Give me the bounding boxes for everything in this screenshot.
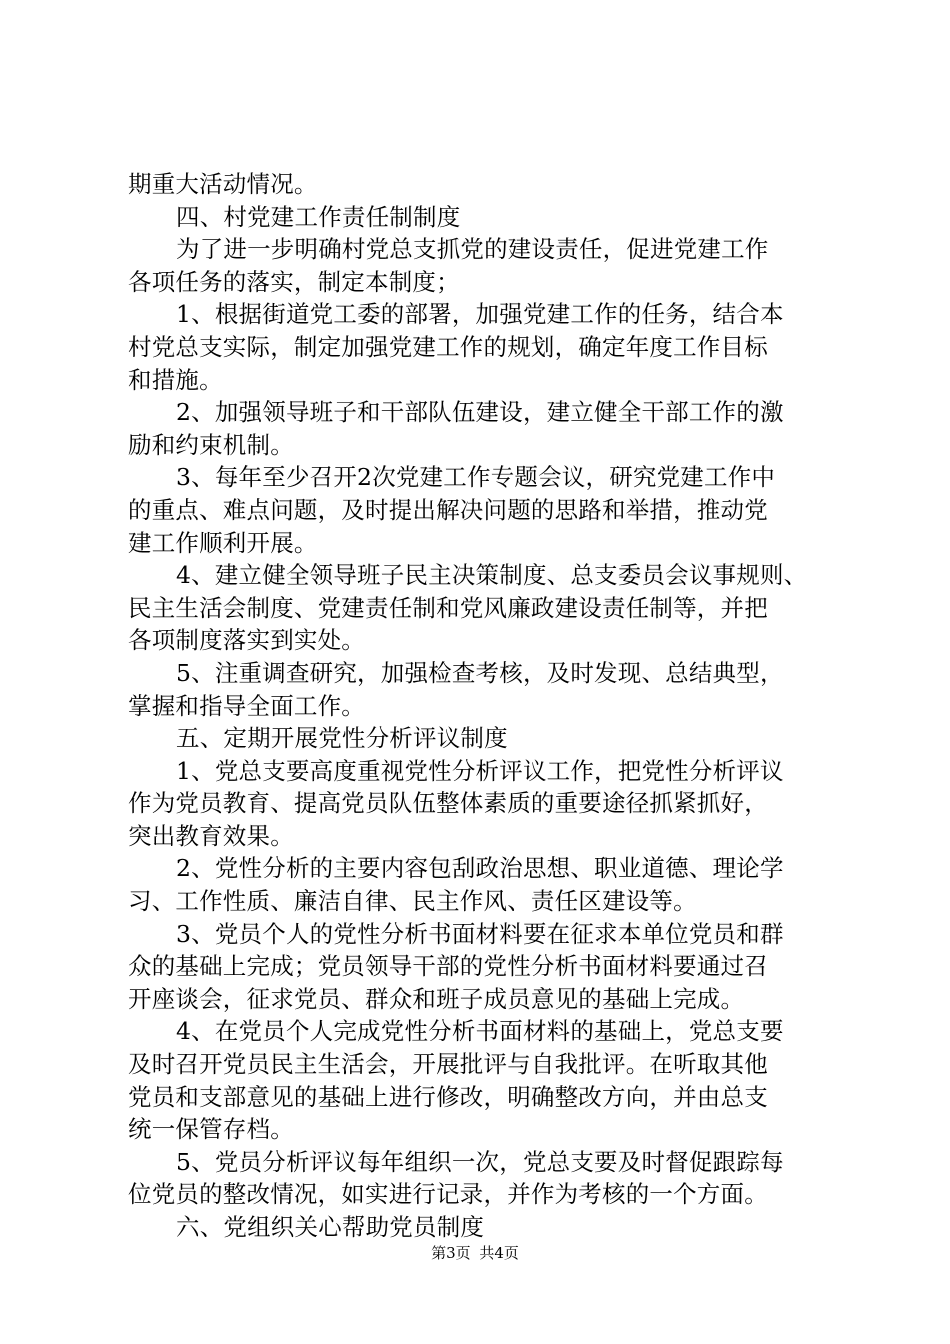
text-line: 作为党员教育、提高党员队伍整体素质的重要途径抓紧抓好， (128, 789, 768, 818)
text-line: 五、定期开展党性分析评议制度 (176, 724, 508, 753)
page-total: 共4页 (479, 1244, 519, 1262)
text-line: 开座谈会，征求党员、群众和班子成员意见的基础上完成。 (128, 984, 745, 1013)
text-line: 为了进一步明确村党总支抓党的建设责任，促进党建工作 (176, 235, 769, 264)
text-line: 4、建立健全领导班子民主决策制度、总支委员会议事规则、 (176, 561, 808, 590)
text-line: 和措施。 (128, 365, 223, 394)
text-line: 掌握和指导全面工作。 (128, 691, 365, 720)
page-footer (0, 1243, 950, 1263)
text-line: 5、注重调查研究，加强检查考核，及时发现、总结典型， (176, 658, 784, 687)
text-line: 党员和支部意见的基础上进行修改，明确整改方向，并由总支 (128, 1082, 768, 1111)
text-line: 3、党员个人的党性分析书面材料要在征求本单位党员和群 (176, 919, 784, 948)
text-line: 位党员的整改情况，如实进行记录，并作为考核的一个方面。 (128, 1180, 768, 1209)
text-line: 统一保管存档。 (128, 1115, 294, 1144)
text-line: 3、每年至少召开2次党建工作专题会议，研究党建工作中 (176, 463, 776, 492)
text-line: 六、党组织关心帮助党员制度 (176, 1213, 485, 1241)
text-line: 1、根据街道党工委的部署，加强党建工作的任务，结合本 (176, 300, 784, 329)
text-line: 期重大活动情况。 (128, 170, 318, 198)
text-line: 各项制度落实到实处。 (128, 626, 365, 655)
text-line: 村党总支实际，制定加强党建工作的规划，确定年度工作目标 (128, 332, 768, 361)
text-line: 1、党总支要高度重视党性分析评议工作，把党性分析评议 (176, 756, 784, 785)
text-line: 民主生活会制度、党建责任制和党风廉政建设责任制等，并把 (128, 593, 768, 622)
text-line: 突出教育效果。 (128, 821, 294, 850)
text-line: 各项任务的落实，制定本制度； (128, 267, 460, 296)
text-line: 众的基础上完成；党员领导干部的党性分析书面材料要通过召 (128, 952, 768, 981)
document-body (128, 168, 828, 1244)
text-line: 四、村党建工作责任制制度 (176, 202, 461, 231)
text-line: 5、党员分析评议每年组织一次，党总支要及时督促跟踪每 (176, 1147, 784, 1176)
text-line: 励和约束机制。 (128, 430, 294, 459)
text-line: 建工作顺利开展。 (128, 528, 318, 557)
text-line: 4、在党员个人完成党性分析书面材料的基础上，党总支要 (176, 1017, 784, 1046)
text-line: 2、加强领导班子和干部队伍建设，建立健全干部工作的激 (176, 398, 784, 427)
text-line: 2、党性分析的主要内容包刮政治思想、职业道德、理论学 (176, 854, 784, 883)
text-line: 习、工作性质、廉洁自律、民主作风、责任区建设等。 (128, 887, 697, 916)
page-number: 第3页 (431, 1244, 471, 1262)
text-line: 及时召开党员民主生活会，开展批评与自我批评。在听取其他 (128, 1050, 768, 1079)
text-line: 的重点、难点问题，及时提出解决问题的思路和举措，推动党 (128, 495, 768, 524)
